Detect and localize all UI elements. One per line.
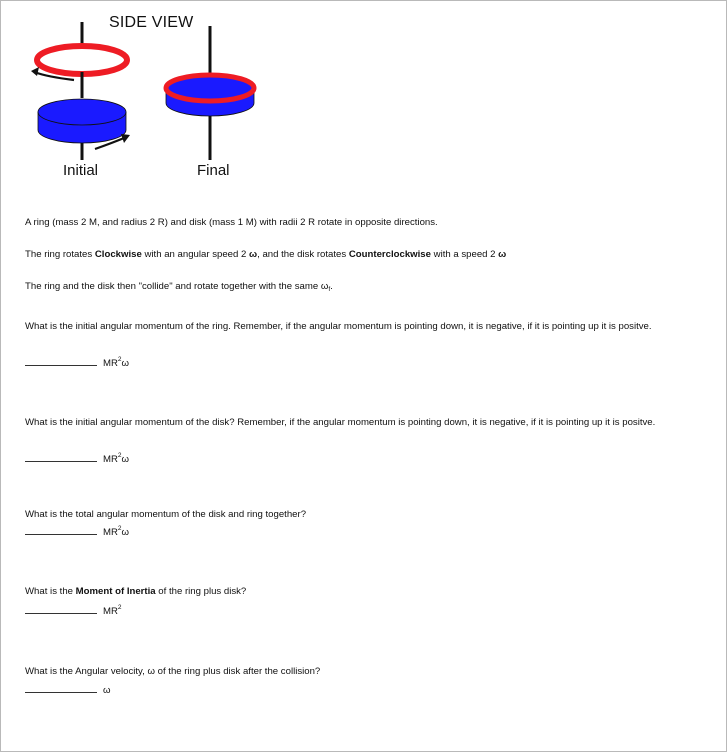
unit-base: MR — [103, 454, 118, 465]
unit-5 — [103, 685, 111, 696]
moment-of-inertia-bold: Moment of Inertia — [75, 586, 156, 597]
unit-sup: 2 — [117, 604, 122, 611]
question-3: What is the total angular momentum of the disk and ring together? — [25, 509, 307, 520]
unit-tail: ω — [121, 358, 130, 369]
unit-tail: ω — [121, 454, 130, 465]
label-final: Final — [197, 162, 230, 179]
answer-row-2 — [25, 453, 129, 465]
answer-row-5 — [25, 684, 111, 696]
answer-blank-4[interactable] — [25, 605, 97, 614]
figure-title: SIDE VIEW — [109, 14, 194, 31]
omega-subscript: f — [328, 286, 331, 293]
counterclockwise-bold: Counterclockwise — [348, 249, 431, 260]
unit-tail: ω — [121, 527, 130, 538]
final-ring-on-disk — [166, 75, 254, 101]
intro-line-2 — [25, 247, 506, 262]
question-5: What is the Angular velocity, ω of the ring plus disk after the collision? — [25, 666, 321, 677]
initial-ring — [37, 46, 127, 74]
omega-symbol: ω — [498, 249, 507, 260]
clockwise-bold: Clockwise — [94, 249, 142, 260]
unit-2 — [103, 454, 129, 465]
unit-base: MR — [103, 606, 118, 617]
answer-row-4 — [25, 605, 122, 617]
intro-text: with a speed 2 — [430, 249, 499, 260]
intro-text: The ring rotates — [25, 249, 95, 260]
answer-row-3 — [25, 526, 129, 538]
unit-1 — [103, 358, 129, 369]
intro-text: The ring and the disk then "collide" and rotate together with the same ω — [25, 281, 329, 292]
intro-text: . — [330, 281, 333, 292]
question-text: What is the — [25, 586, 76, 597]
question-2: What is the initial angular momentum of the disk? Remember, if the angular momentum is pointing down, it is negative, if it is pointing up it is positve. — [25, 417, 656, 428]
answer-blank-5[interactable] — [25, 684, 97, 693]
intro-text: with an angular speed 2 — [141, 249, 250, 260]
question-4 — [25, 584, 705, 599]
unit-sup: 2 — [117, 525, 122, 532]
unit-sup: 2 — [117, 452, 122, 459]
answer-blank-1[interactable] — [25, 357, 97, 366]
omega-symbol: ω — [249, 249, 258, 260]
unit-4 — [103, 606, 122, 617]
side-view-figure — [0, 0, 300, 190]
unit-base: ω — [103, 685, 111, 696]
question-text: of the ring plus disk? — [155, 586, 247, 597]
intro-line-3 — [25, 279, 333, 294]
answer-blank-3[interactable] — [25, 526, 97, 535]
answer-blank-2[interactable] — [25, 453, 97, 462]
intro-line-1: A ring (mass 2 M, and radius 2 R) and disk (mass 1 M) with radii 2 R rotate in opposite directions. — [25, 217, 438, 228]
answer-row-1 — [25, 357, 129, 369]
unit-sup: 2 — [117, 356, 122, 363]
label-initial: Initial — [63, 162, 99, 179]
unit-base: MR — [103, 527, 118, 538]
ring-arrowhead — [31, 67, 39, 76]
unit-3 — [103, 527, 129, 538]
unit-base: MR — [103, 358, 118, 369]
intro-text: , and the disk rotates — [257, 249, 349, 260]
initial-disk-top — [38, 99, 126, 125]
question-1: What is the initial angular momentum of the ring. Remember, if the angular momentum is pointing down, it is negative, if it is pointing up it is positve. — [25, 321, 652, 332]
